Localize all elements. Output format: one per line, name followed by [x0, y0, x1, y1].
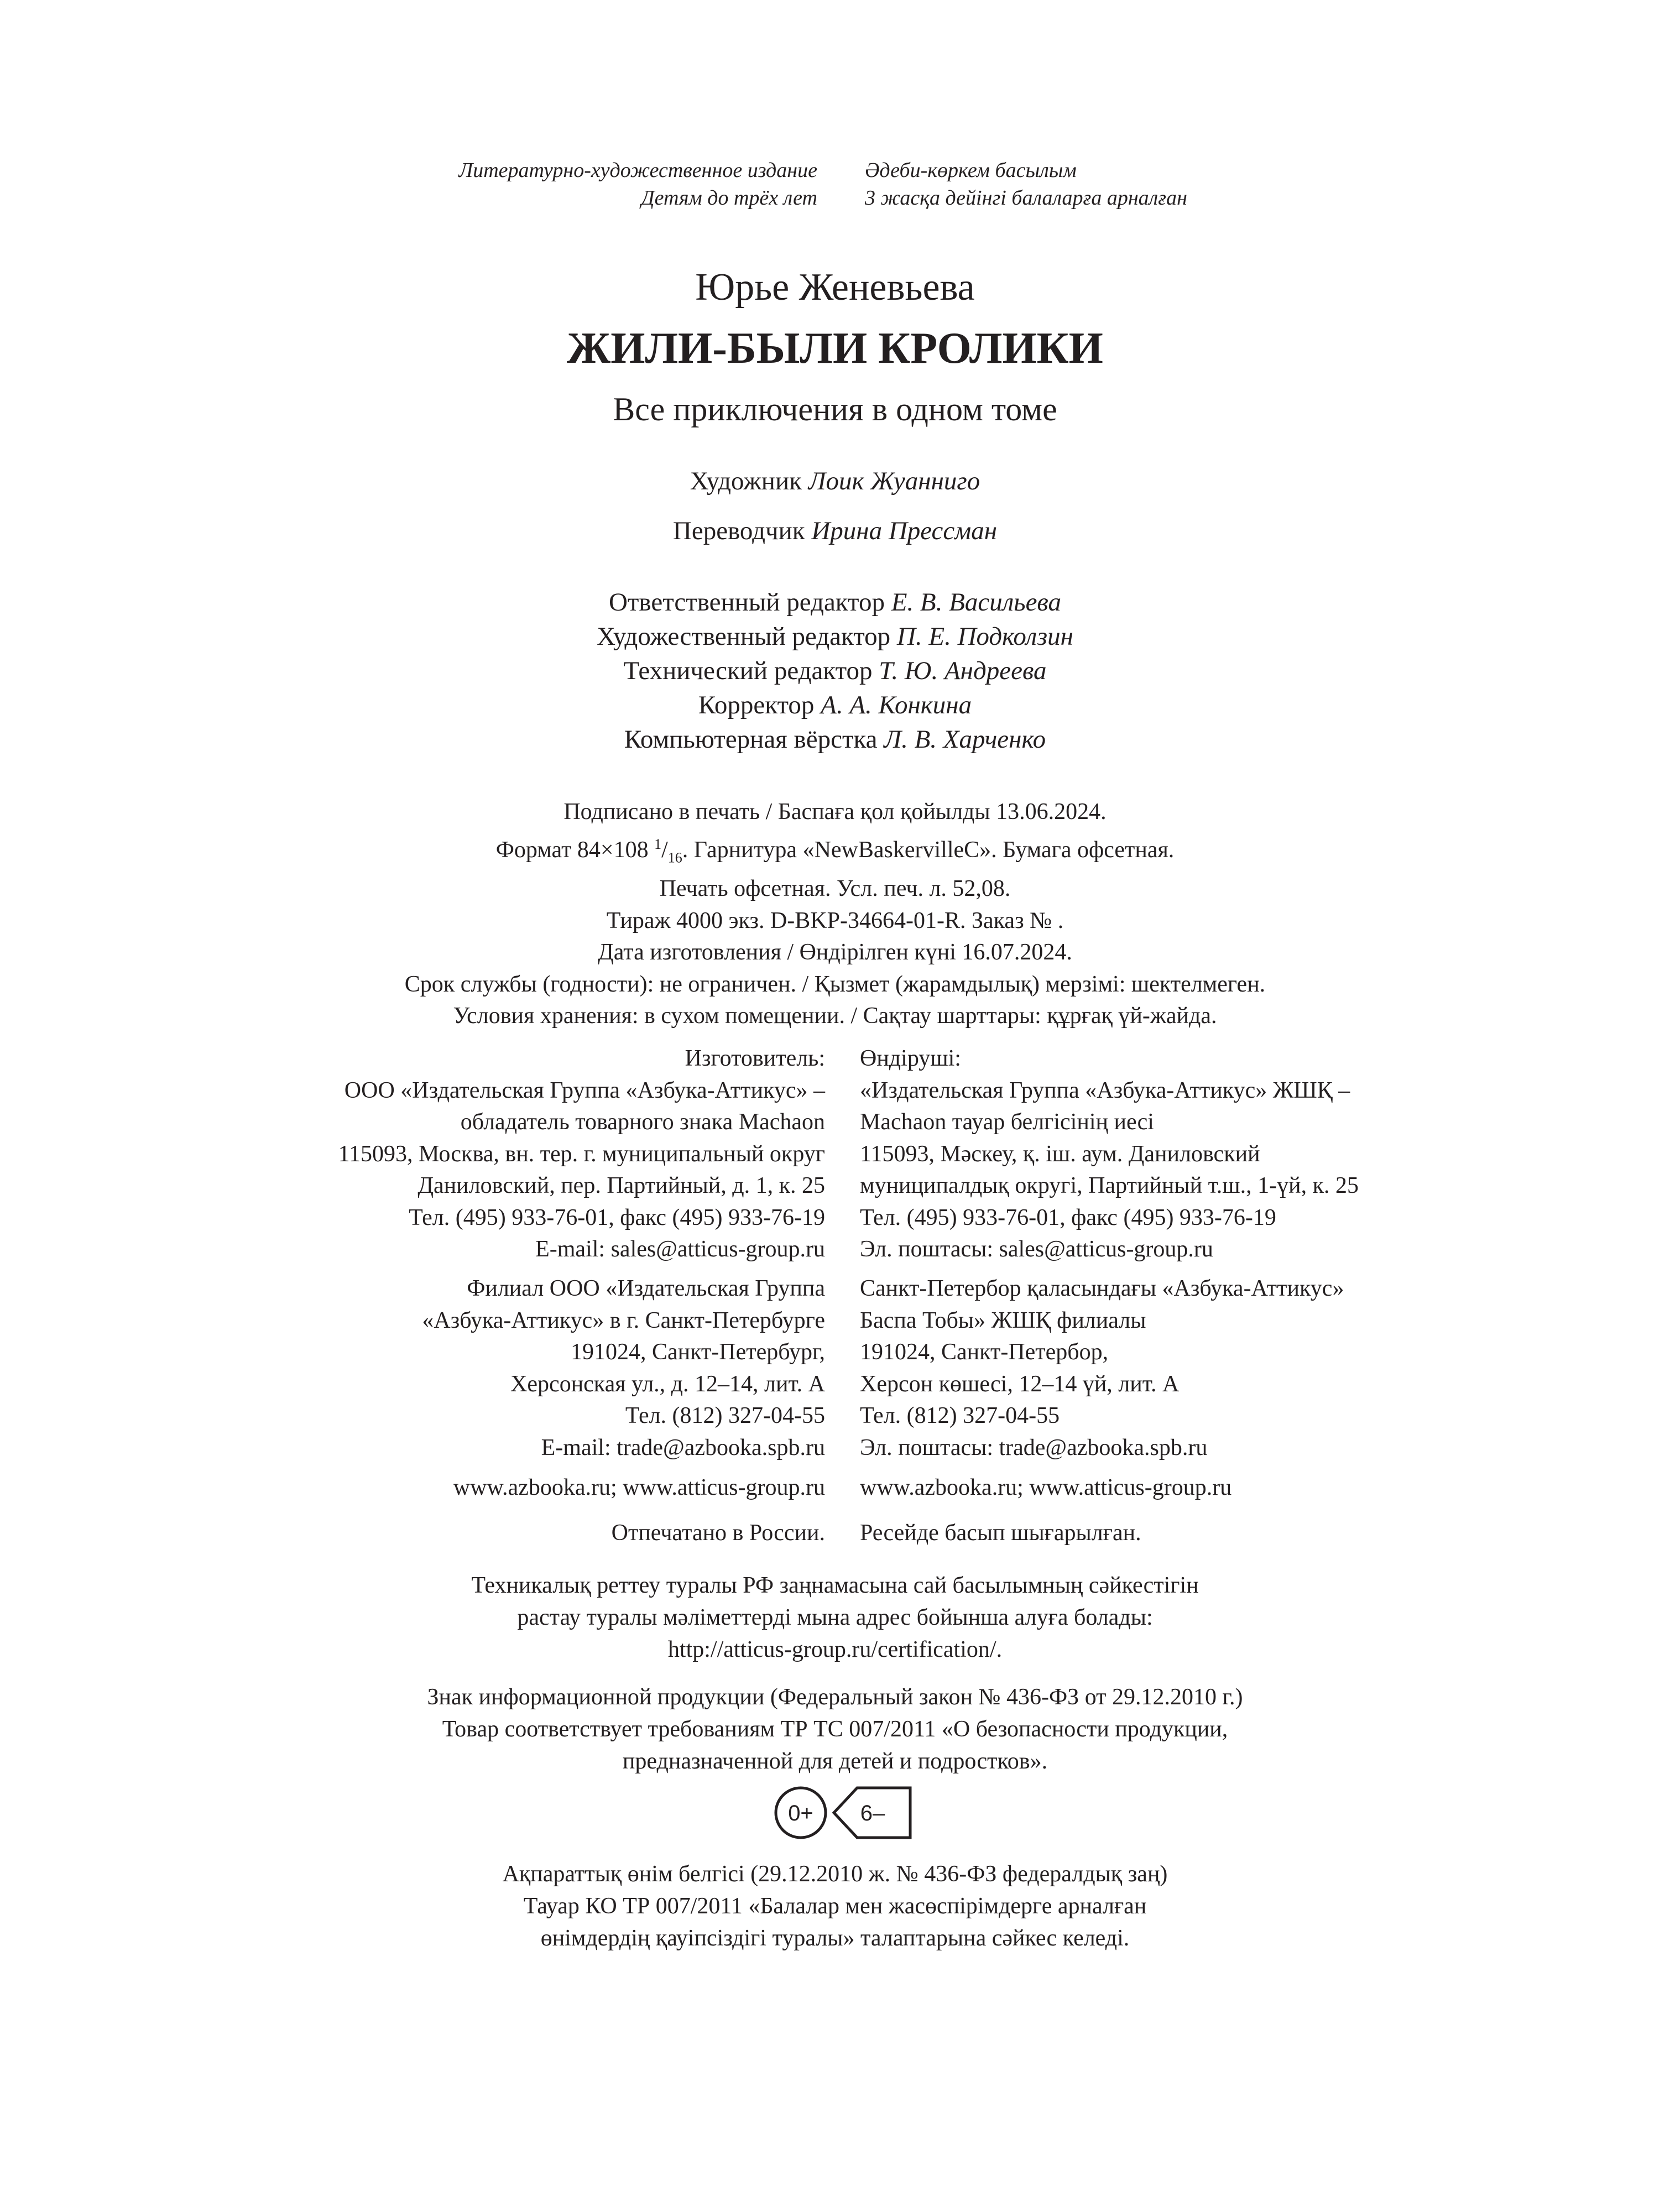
- staff-line: Корректор А. А. Конкина: [698, 691, 972, 719]
- publication-details: [0, 796, 1670, 1032]
- printed-in-kz: Ресейде басып шығарылған.: [860, 1520, 1141, 1546]
- printed-in-ru: Отпечатано в России.: [611, 1520, 825, 1546]
- staff-line: Ответственный редактор Е. В. Васильева: [608, 588, 1062, 617]
- branch-kz: Санкт-Петербор қаласындағы «Азбука-Аттикус» Баспа Тобы» ЖШҚ филиалы 191024, Санкт-Петербор, Херсон көшесі, 12–14 үй, лит. А Тел. (812) 327-04-55 Эл. поштасы: trade@azbooka.spb.ru: [860, 1276, 1344, 1460]
- translator-name: Ирина Прессман: [811, 517, 998, 545]
- edition-type-ru: Литературно-художественное издание: [458, 159, 817, 182]
- info-sign-ru: Знак информационной продукции (Федеральный закон № 436-ФЗ от 29.12.2010 г.) Товар соответствует требованиям ТР ТС 007/2011 «О безопасности продукции, предназначенной для детей и подростков».: [427, 1684, 1243, 1774]
- staff-line: Художественный редактор П. Е. Подколзин: [597, 622, 1073, 651]
- translator-role: Переводчик: [672, 517, 805, 545]
- website-ru[interactable]: www.azbooka.ru; www.atticus-group.ru: [453, 1475, 825, 1500]
- age-rating-circle-icon: [776, 1788, 826, 1838]
- certification-link[interactable]: http://atticus-group.ru/certification/.: [667, 1637, 1003, 1662]
- illustrator-role: Художник: [690, 467, 802, 495]
- storage-conditions: Условия хранения: в сухом помещении. / Сақтау шарттары: құрғақ үй-жайда.: [453, 1003, 1217, 1029]
- manufacturer-kz: Өндіруші: «Издательская Группа «Азбука-Аттикус» ЖШҚ – Machaon тауар белгісінің иесі 115093, Мәскеу, қ. іш. аум. Даниловский муниципалдық округі, Партийный т.ш., 1-үй, к. 25 Тел. (495) 933-76-01, факс (495) 933-76-19 Эл. поштасы: sales@atticus-group.ru: [860, 1046, 1359, 1262]
- certification-note: Техникалық реттеу туралы РФ заңнамасына сай басылымның сәйкестігін растау туралы мәліметтерді мына адрес бойынша алуға болады: http://atticus-group.ru/certification/.: [0, 1569, 1670, 1666]
- age-note-kz: 3 жасқа дейінгі балаларға арналған: [865, 186, 1187, 210]
- format-line: Формат 84×108 $^1/_{16}$. Гарнитура «NewBaskervilleC». Бумага офсетная.: [495, 836, 1175, 865]
- illustrator-name: Лоик Жуанниго: [808, 467, 980, 495]
- website-kz[interactable]: www.azbooka.ru; www.atticus-group.ru: [860, 1475, 1232, 1500]
- print-line: Печать офсетная. Усл. печ. л. 52,08.: [659, 876, 1011, 902]
- shelf-life: Срок службы (годности): не ограничен. / Қызмет (жарамдылық) мерзімі: шектелмеген.: [404, 971, 1266, 997]
- edition-type-kz: Әдеби-көркем басылым: [865, 159, 1077, 182]
- header-left: [458, 156, 817, 212]
- manufacturer-ru: Изготовитель: ООО «Издательская Группа «Азбука-Аттикус» – обладатель товарного знака Machaon 115093, Москва, вн. тер. г. муниципальный округ Даниловский, пер. Партийный, д. 1, к. 25 Тел. (495) 933-76-01, факс (495) 933-76-19 E-mail: sales@atticus-group.ru: [338, 1046, 825, 1262]
- info-sign-kz: Ақпараттық өнім белгісі (29.12.2010 ж. № 436-ФЗ федералдық заң) Тауар КО ТР 007/2011 «Балалар мен жасөспірімдерге арналған өнімдердің қауіпсіздігі туралы» талаптарына сәйкес келеді.: [502, 1861, 1168, 1951]
- age-circle-label: 0+: [788, 1801, 813, 1825]
- staff-line: Компьютерная вёрстка Л. В. Харченко: [624, 725, 1046, 754]
- age-rating-diamond-icon: [834, 1788, 910, 1838]
- header-right: [865, 156, 1187, 212]
- author-name: Юрье Женевьева: [695, 266, 975, 309]
- age-note-ru: Детям до трёх лет: [641, 186, 817, 210]
- illustrator-credit: [0, 466, 1670, 496]
- age-rating-badges: [773, 1785, 917, 1840]
- staff-line: Технический редактор Т. Ю. Андреева: [623, 656, 1047, 685]
- signed-to-print: Подписано в печать / Баспаға қол қойылды 13.06.2024.: [563, 799, 1107, 825]
- staff-list: [0, 585, 1670, 757]
- translator-credit: [0, 516, 1670, 546]
- book-subtitle: Все приключения в одном томе: [613, 391, 1057, 427]
- book-title: ЖИЛИ-БЫЛИ КРОЛИКИ: [567, 324, 1103, 373]
- branch-ru: Филиал ООО «Издательская Группа «Азбука-Аттикус» в г. Санкт-Петербурге 191024, Санкт-Петербург, Херсонская ул., д. 12–14, лит. А Тел. (812) 327-04-55 E-mail: trade@azbooka.spb.ru: [422, 1276, 825, 1460]
- age-diamond-label: 6–: [860, 1801, 885, 1825]
- print-run: Тираж 4000 экз. D-BKP-34664-01-R. Заказ № .: [606, 907, 1064, 933]
- manufacture-date: Дата изготовления / Өндірілген күні 16.07.2024.: [598, 940, 1072, 966]
